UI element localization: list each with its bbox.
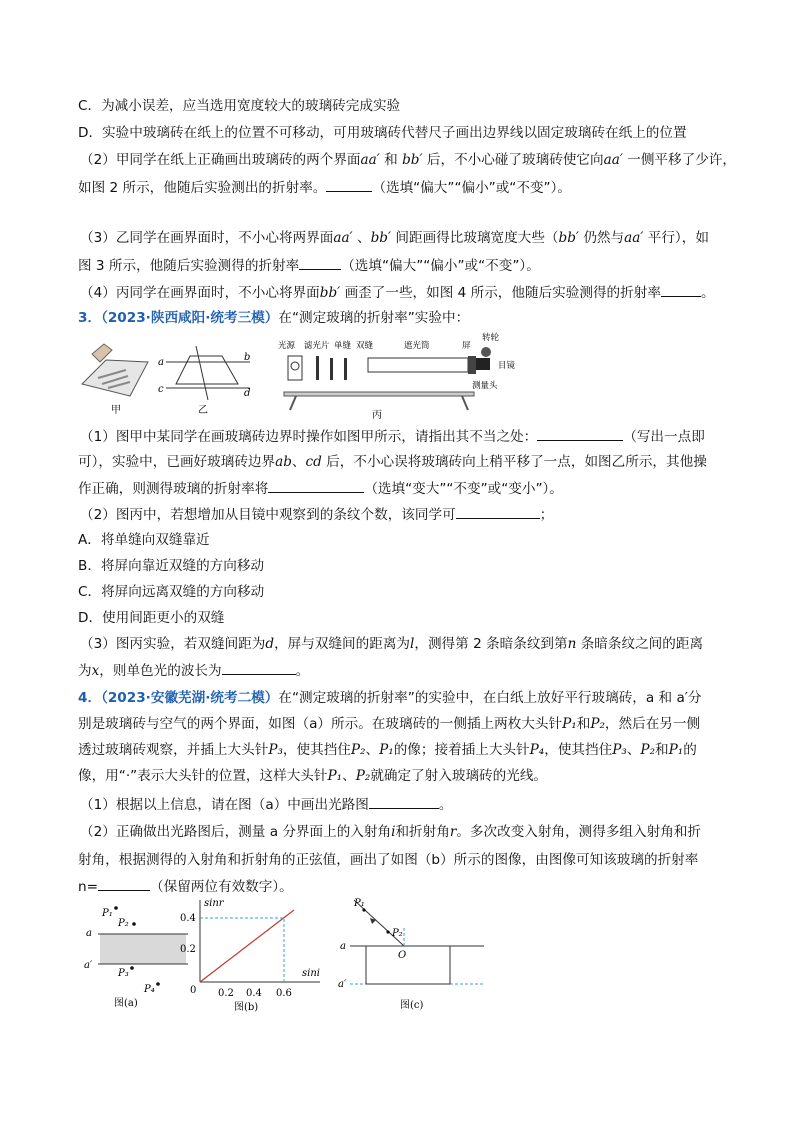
q3-part1-cont2: 作正确，则测得玻璃的折射率将 （选填“变大”“不变”或“变小”）。 [78, 478, 563, 499]
q2-part3-cont: 图 3 所示，他随后实验测得的折射率 （选填“偏大”“偏小”或“不变”）。 [78, 255, 540, 276]
label-head: 测量头 [472, 381, 498, 391]
double-slit [344, 358, 347, 380]
pin-p1 [114, 906, 118, 910]
label-a: a [158, 357, 164, 368]
x-tick-0.6: 0.6 [276, 988, 292, 999]
figure-c [338, 896, 486, 1012]
glass-block [366, 946, 450, 984]
label-eyepiece: 目镜 [498, 361, 516, 371]
q4-stem-4: 像，用“·”表示大头针的位置，这样大头针P₁、P₂就确定了射入玻璃砖的光线。 [78, 768, 548, 784]
label-a-prime: a′ [84, 960, 93, 971]
label-screen: 屏 [462, 341, 471, 351]
q2-part2: （2）甲同学在纸上正确画出玻璃砖的两个界面aa′ 和 bb′ 后，不小心碰了玻璃砖使它向aa′ 一侧平移了少许， [80, 152, 736, 168]
q3-option-c: C．将屏向远离双缝的方向移动 [78, 584, 265, 600]
q4-part2-cont2: n= （保留两位有效数字）。 [78, 876, 293, 897]
q3-option-a: A．将单缝向双缝靠近 [78, 532, 210, 548]
figure-bing [276, 330, 536, 420]
label-double: 双缝 [356, 341, 374, 351]
answer-blank[interactable] [98, 876, 150, 891]
y-tick-0.4: 0.4 [180, 913, 196, 924]
pin-p4 [156, 982, 160, 986]
optical-bench [284, 392, 474, 396]
q2-part3: （3）乙同学在画界面时，不小心将两界面aa′ 、bb′ 间距画得比玻璃宽度大些（bb′ 仍然与aa′ 平行），如 [80, 230, 709, 246]
q4-part1: （1）根据以上信息，请在图（a）中画出光路图 。 [80, 794, 452, 815]
pin-p3 [130, 966, 134, 970]
q3-option-b: B．将屏向靠近双缝的方向移动 [78, 558, 265, 574]
x-label: sini [302, 968, 320, 979]
q3-option-d: D．使用间距更小的双缝 [78, 610, 225, 626]
fig-label-bing: 丙 [372, 410, 382, 420]
filter [316, 356, 319, 380]
x-tick-0.4: 0.4 [246, 988, 262, 999]
label-p1: P₁ [102, 908, 113, 919]
x-tick-0.2: 0.2 [218, 988, 234, 999]
q3-part3: （3）图丙实验，若双缝间距为d，屏与双缝间的距离为l，测得第 2 条暗条纹到第n 条暗条纹之间的距离 [80, 636, 704, 652]
data-line [200, 910, 294, 982]
label-filter: 滤光片 [304, 341, 330, 351]
label-o: O [398, 950, 407, 961]
q4-stem-2: 别是玻璃砖与空气的两个界面，如图（a）所示。在玻璃砖的一侧插上两枚大头针P₁和P₂，然后在另一侧 [78, 716, 701, 732]
q3-part1: （1）图甲中某同学在画玻璃砖边界时操作如图甲所示，请指出其不当之处： （写出一点即 [80, 426, 705, 447]
option-c: C．为减小误差，应当选用宽度较大的玻璃砖完成实验 [78, 98, 401, 114]
label-wheel: 转轮 [482, 333, 500, 343]
label-d: d [244, 388, 251, 399]
label-a: a [340, 941, 346, 952]
label-a-prime: a′ [338, 979, 347, 990]
label-p3: P₃ [118, 968, 129, 979]
figure-b [178, 896, 326, 1012]
q4-part2: （2）正确做出光路图后，测量 a 分界面上的入射角i和折射角r。多次改变入射角，测得多组入射角和折 [80, 824, 702, 840]
q2-part2-cont: 如图 2 所示，他随后实验测出的折射率。 （选填“偏大”“偏小”或“不变”）。 [78, 177, 571, 198]
fig-label-yi: 乙 [198, 405, 208, 416]
label-a: a [86, 928, 92, 939]
measuring-head [476, 358, 490, 370]
answer-blank[interactable] [268, 478, 364, 493]
answer-blank[interactable] [222, 660, 296, 675]
y-tick-0.2: 0.2 [180, 944, 196, 955]
screen [468, 356, 476, 374]
answer-blank[interactable] [326, 177, 372, 192]
y-label: sinr [204, 898, 224, 909]
answer-blank[interactable] [299, 255, 341, 270]
label-p2: P₂ [392, 928, 403, 939]
light-source [288, 356, 302, 380]
q3-part2: （2）图丙中，若想增加从目镜中观察到的条纹个数，该同学可 ； [80, 504, 553, 525]
single-slit [330, 358, 333, 380]
label-b: b [244, 352, 251, 363]
label-p1: P₁ [354, 898, 365, 909]
shade-tube [368, 358, 468, 372]
label-tube: 遮光筒 [404, 341, 430, 351]
wheel-icon [481, 347, 491, 357]
q3-stem: 3．（2023·陕西咸阳·统考三模）在“测定玻璃的折射率”实验中： [78, 310, 470, 326]
figure-a [80, 898, 190, 1010]
caption-b: 图(b) [234, 1002, 259, 1012]
caption-c: 图(c) [400, 1000, 424, 1011]
q4-stem-3: 透过玻璃砖观察，并插上大头针P₃，使其挡住P₂、P₁的像；接着插上大头针P₄，使其挡住P₃、P₂和P₁的 [78, 742, 697, 758]
hand-icon [92, 344, 112, 362]
q4-part2-cont: 射角，根据测得的入射角和折射角的正弦值，画出了如图（b）所示的图像，由图像可知该玻璃的折射率 [78, 852, 699, 868]
q3-part3-cont: 为x，则单色光的波长为 。 [78, 660, 309, 681]
label-p4: P₄ [144, 984, 155, 995]
answer-blank[interactable] [456, 504, 540, 519]
glass-block-shape [82, 360, 148, 396]
glass-outline [176, 356, 238, 384]
glass-block [100, 934, 186, 964]
label-single: 单缝 [334, 341, 352, 351]
caption-a: 图(a) [114, 998, 138, 1009]
answer-blank[interactable] [661, 282, 701, 297]
q4-stem-1: 4．（2023·安徽芜湖·统考二模）在“测定玻璃的折射率”的实验中，在白纸上放好平行玻璃砖，a 和 a′分 [78, 690, 702, 706]
answer-blank[interactable] [537, 426, 623, 441]
pin-p2 [132, 922, 136, 926]
figure-yi [158, 340, 256, 418]
label-c: c [158, 384, 164, 395]
ray [196, 346, 208, 400]
label-p2: P₂ [118, 918, 129, 929]
origin-label: 0 [190, 985, 197, 996]
q3-part1-cont: 可），实验中，已画好玻璃砖边界ab、cd 后，不小心误将玻璃砖向上稍平移了一点，如图乙所示，其他操 [78, 454, 707, 470]
q2-part4: （4）丙同学在画界面时，不小心将界面bb′ 画歪了一些，如图 4 所示，他随后实验测得的折射率 。 [80, 282, 715, 303]
figure-jia [78, 340, 156, 418]
label-light: 光源 [278, 341, 296, 351]
option-d: D．实验中玻璃砖在纸上的位置不可移动，可用玻璃砖代替尺子画出边界线以固定玻璃砖在纸上的位置 [78, 125, 687, 141]
answer-blank[interactable] [369, 794, 439, 809]
fig-label-jia: 甲 [111, 405, 121, 416]
